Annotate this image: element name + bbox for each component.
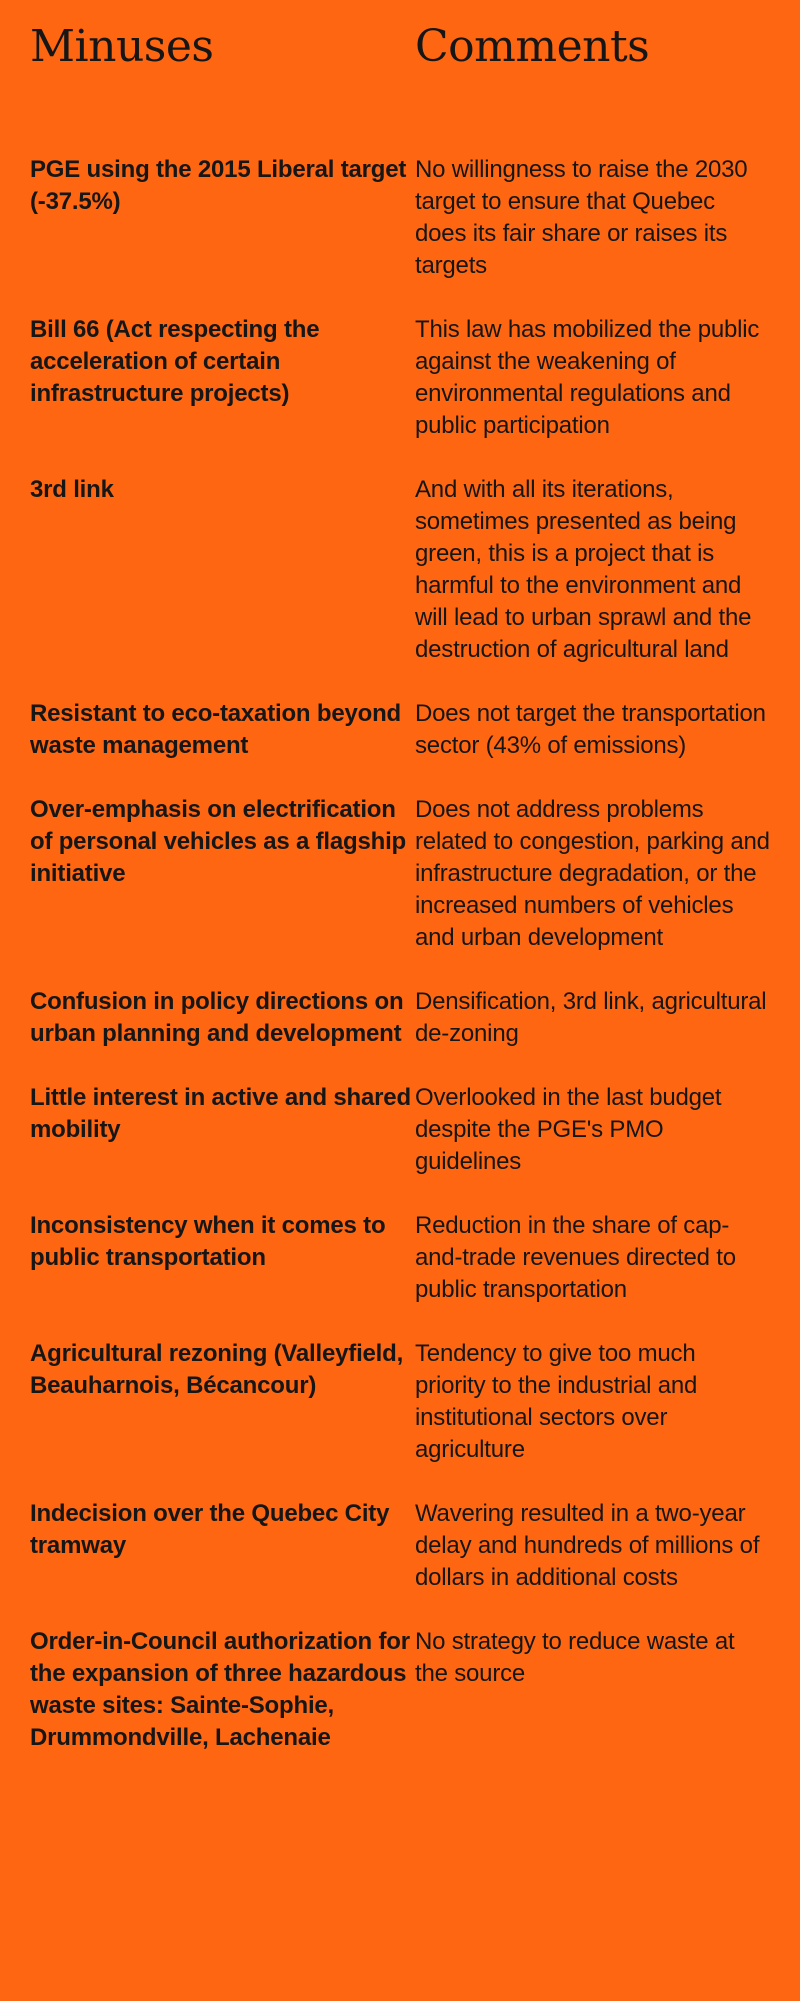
comment-cell: Wavering resulted in a two-year delay and hundreds of millions of dollars in additional costs: [415, 1500, 760, 1591]
minus-cell: Confusion in policy directions on urban planning and development: [30, 988, 404, 1047]
table-row: [30, 1338, 770, 1466]
comment-cell: Tendency to give too much priority to the industrial and institutional sectors over agriculture: [415, 1340, 698, 1463]
comment-cell: No willingness to raise the 2030 target to ensure that Quebec does its fair share or raises its targets: [415, 156, 748, 279]
minus-cell: Bill 66 (Act respecting the acceleration of certain infrastructure projects): [30, 316, 320, 407]
comment-cell: And with all its iterations, sometimes presented as being green, this is a project that is harmful to the environment and will lead to urban sprawl and the destruction of agricultural land: [415, 476, 752, 663]
table-row: [30, 1082, 770, 1178]
table-row: [30, 1210, 770, 1306]
comment-cell: Does not target the transportation sector (43% of emissions): [415, 700, 766, 759]
table-row: [30, 314, 770, 442]
minus-cell: Resistant to eco-taxation beyond waste management: [30, 700, 401, 759]
table-row: [30, 986, 770, 1050]
table-row: [30, 794, 770, 954]
table-row: [30, 1498, 770, 1594]
table-header: [30, 18, 770, 92]
comment-cell: Overlooked in the last budget despite the PGE's PMO guidelines: [415, 1084, 722, 1175]
table-row: [30, 1626, 770, 1754]
minus-cell: Order-in-Council authorization for the expansion of three hazardous waste sites: Sainte-Sophie, Drummondville, Lachenaie: [30, 1628, 410, 1751]
comment-cell: Densification, 3rd link, agricultural de-zoning: [415, 988, 767, 1047]
minus-cell: Indecision over the Quebec City tramway: [30, 1500, 390, 1559]
minus-cell: PGE using the 2015 Liberal target (-37.5%): [30, 156, 407, 215]
comment-cell: This law has mobilized the public against the weakening of environmental regulations and public participation: [415, 316, 760, 439]
table-body: [30, 154, 770, 1754]
comments-title: Comments: [415, 21, 650, 72]
minus-cell: Over-emphasis on electrification of personal vehicles as a flagship initiative: [30, 796, 407, 887]
minus-cell: Agricultural rezoning (Valleyfield, Beauharnois, Bécancour): [30, 1340, 404, 1399]
minuses-column-header: [30, 18, 415, 92]
minus-cell: 3rd link: [30, 476, 114, 503]
comment-cell: No strategy to reduce waste at the source: [415, 1628, 735, 1687]
comment-cell: Does not address problems related to congestion, parking and infrastructure degradation, or the increased numbers of vehicles and urban development: [415, 796, 770, 951]
comment-cell: Reduction in the share of cap-and-trade revenues directed to public transportation: [415, 1212, 736, 1303]
minus-cell: Little interest in active and shared mobility: [30, 1084, 411, 1143]
comments-column-header: [415, 18, 770, 92]
table-row: [30, 154, 770, 282]
table-row: [30, 474, 770, 666]
minus-cell: Inconsistency when it comes to public transportation: [30, 1212, 386, 1271]
table-row: [30, 698, 770, 762]
minuses-title: Minuses: [30, 21, 214, 72]
